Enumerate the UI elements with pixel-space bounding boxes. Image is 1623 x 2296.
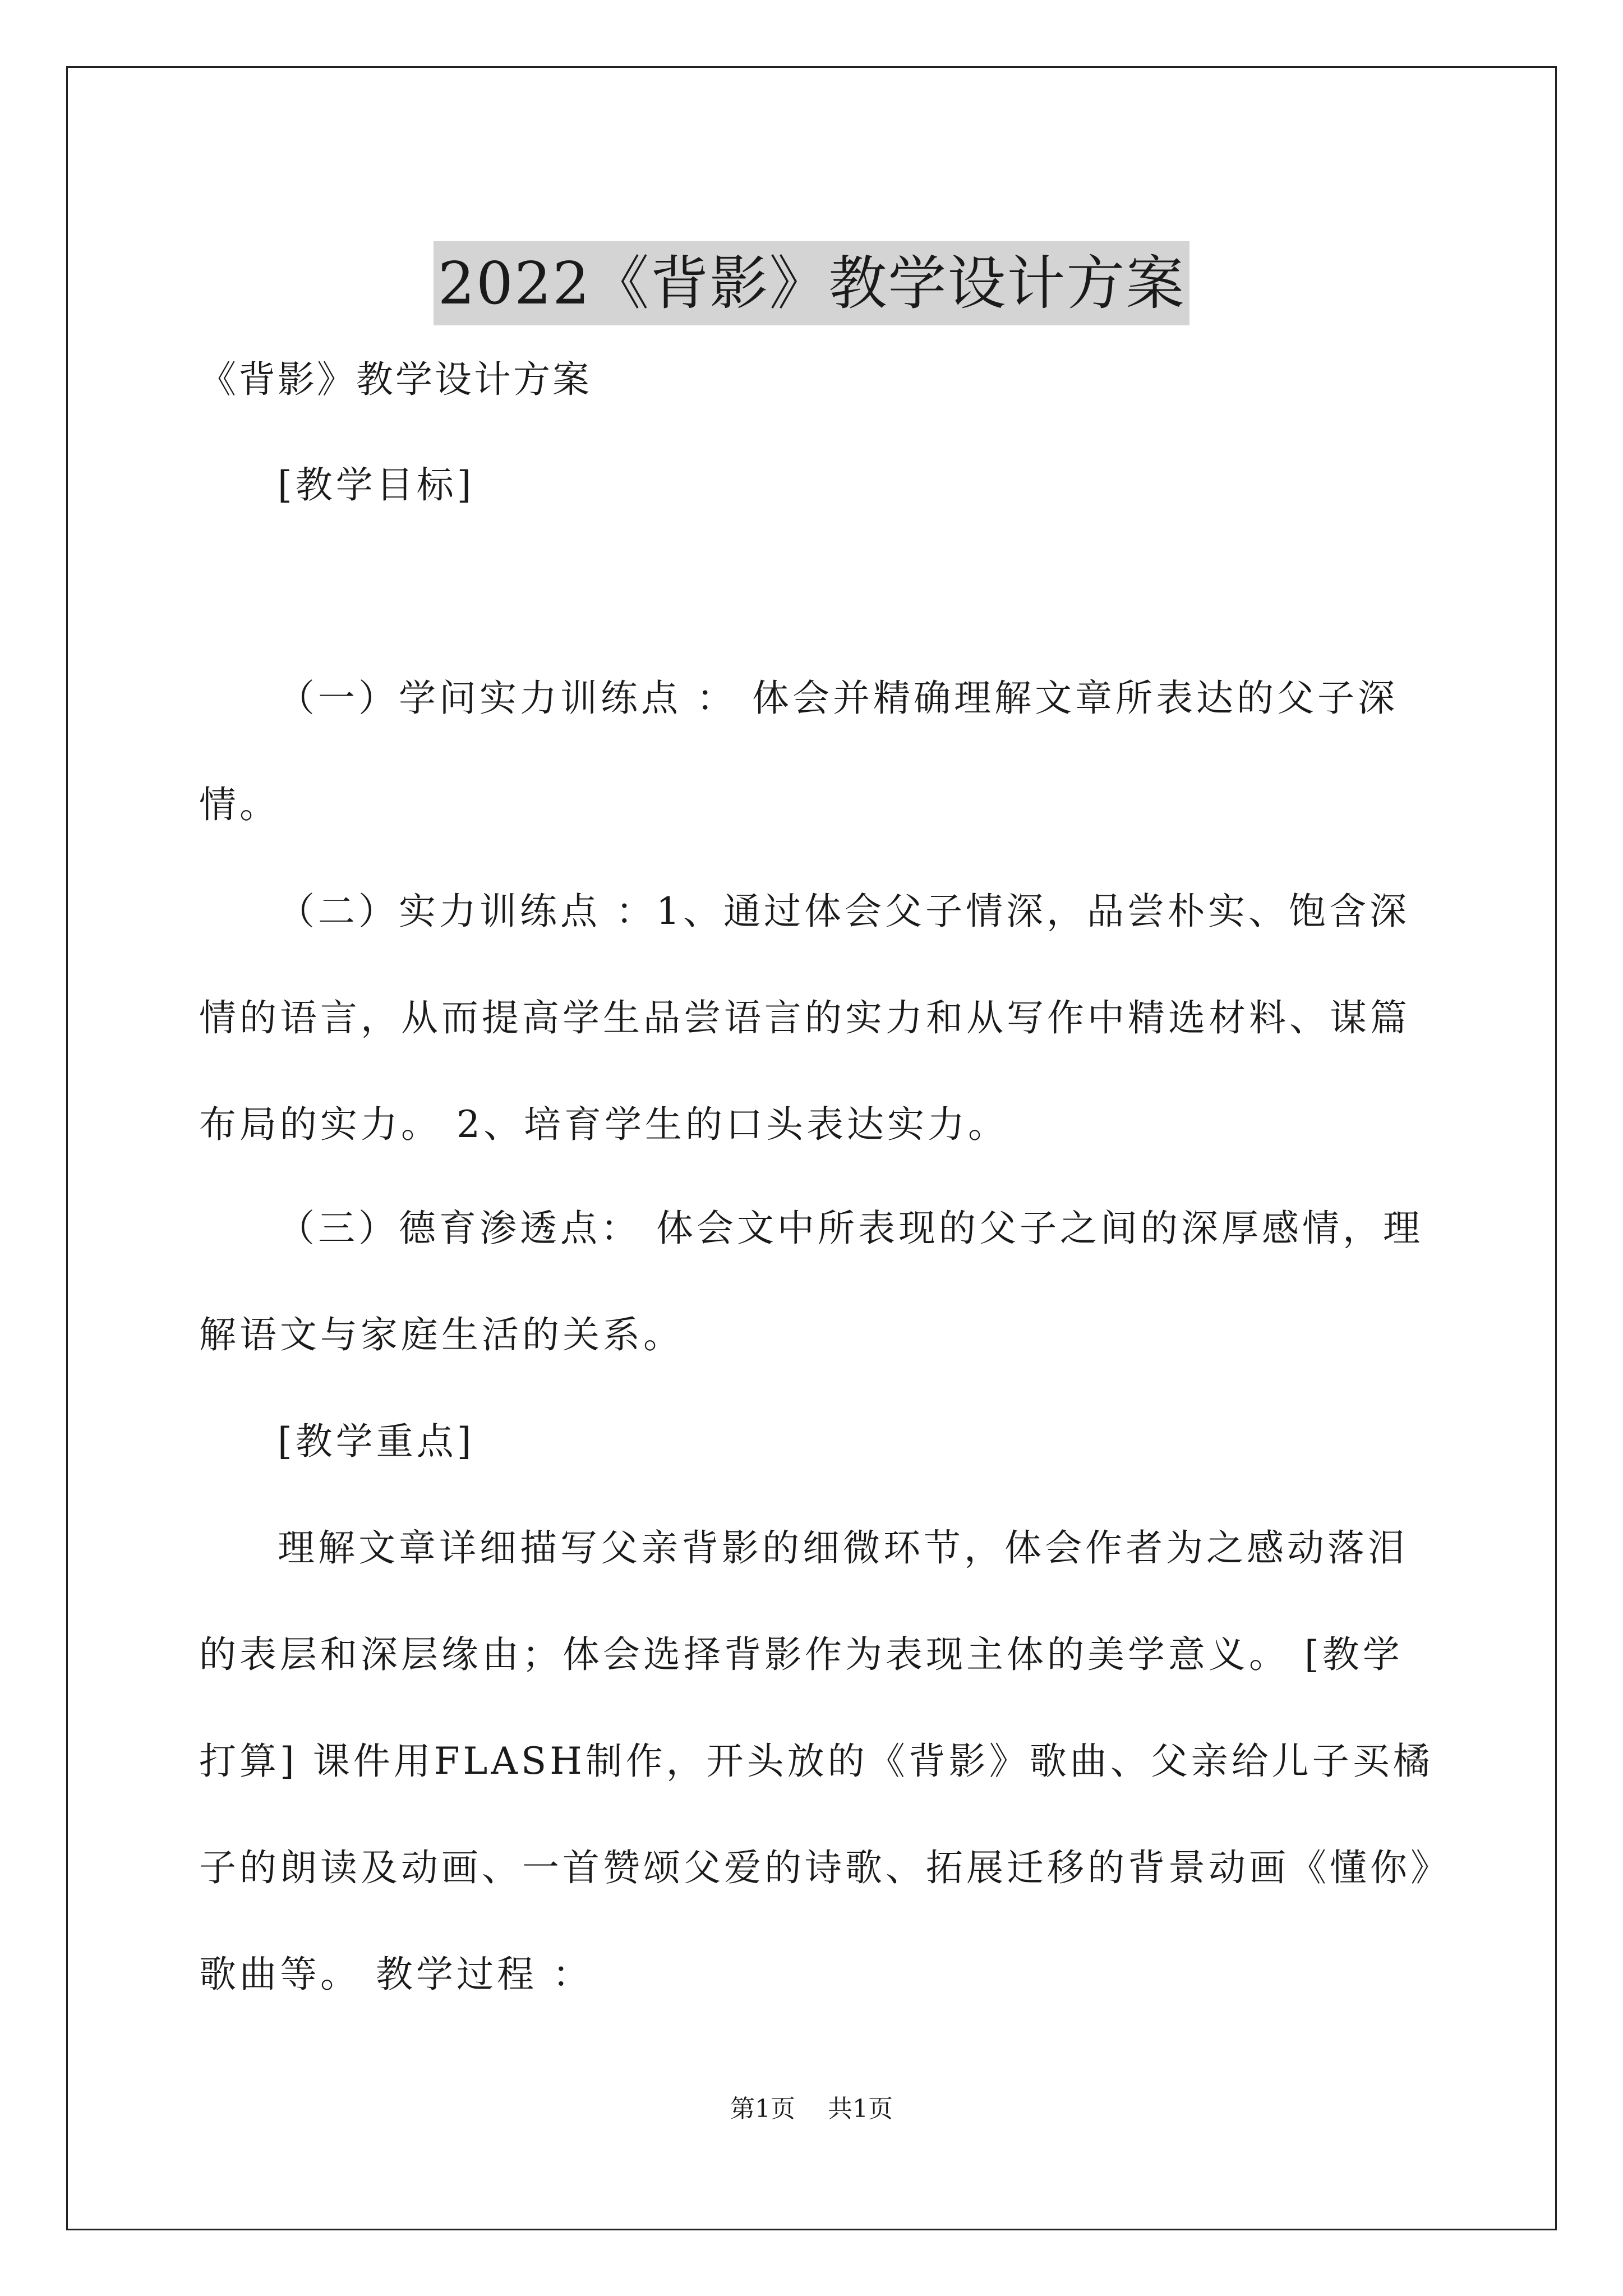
page-number-total: 共1页 xyxy=(828,2095,893,2123)
section-heading-objectives: [教学目标] xyxy=(278,463,475,507)
paragraph-line: 解语文与家庭生活的关系。 xyxy=(199,1313,684,1356)
paragraph-line: 布局的实力。 2、培育学生的口头表达实力。 xyxy=(199,1103,1008,1146)
paragraph-line: 的表层和深层缘由；体会选择背影作为表现主体的美学意义。 [教学 xyxy=(199,1633,1403,1676)
title-container xyxy=(0,202,1623,364)
paragraph-line: 情。 xyxy=(199,783,280,826)
paragraph-line: （三）德育渗透点： 体会文中所表现的父子之间的深厚感情，理 xyxy=(278,1207,1423,1250)
paragraph-line: 子的朗读及动画、一首赞颂父爱的诗歌、拓展迁移的背景动画《懂你》 xyxy=(199,1846,1451,1889)
document-subtitle: 《背影》教学设计方案 xyxy=(199,358,592,401)
page-footer xyxy=(0,2092,1623,2126)
paragraph-line: （二）实力训练点 ：1、通过体会父子情深，品尝朴实、饱含深 xyxy=(278,890,1410,933)
paragraph-line: 歌曲等。 教学过程 ： xyxy=(199,1953,593,1996)
page-number-current: 第1页 xyxy=(730,2095,795,2123)
section-heading-focus: [教学重点] xyxy=(278,1420,475,1463)
paragraph-line: 情的语言，从而提高学生品尝语言的实力和从写作中精选材料、谋篇 xyxy=(199,996,1410,1039)
page-title: 2022《背影》教学设计方案 xyxy=(434,241,1190,325)
paragraph-line: 理解文章详细描写父亲背影的细微环节，体会作者为之感动落泪 xyxy=(278,1526,1408,1570)
paragraph-line: 打算] 课件用FLASH制作，开头放的《背影》歌曲、父亲给儿子买橘 xyxy=(199,1740,1433,1783)
paragraph-line: （一）学问实力训练点 ： 体会并精确理解文章所表达的父子深 xyxy=(278,677,1398,720)
